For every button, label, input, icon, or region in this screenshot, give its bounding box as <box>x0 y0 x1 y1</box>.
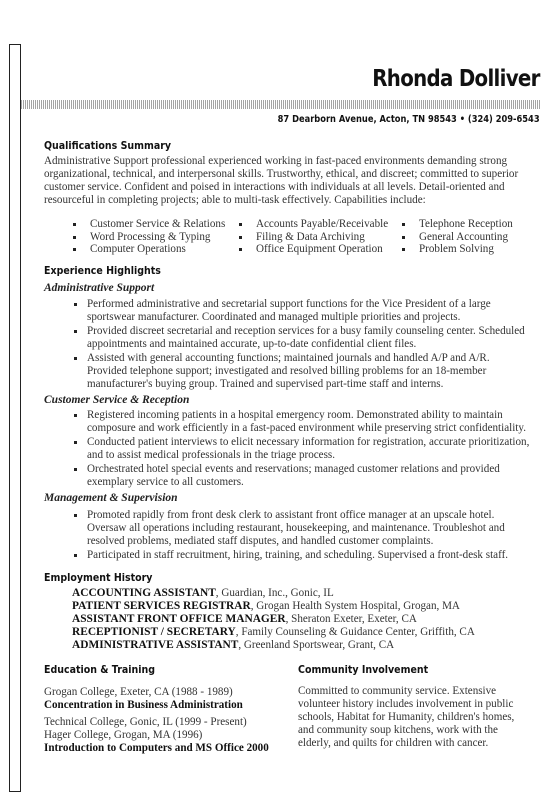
job-entry <box>72 600 460 612</box>
list-item: Promoted rapidly from front desk clerk to assistant front office manager at an upscale hotel. Oversaw all operations including restaurant, housekeeping, and maintenance. Troubleshot and resolved problems, mediated staff disputes, and handled customer complaints. <box>70 509 532 548</box>
job-entry <box>72 626 475 638</box>
job-title: PATIENT SERVICES REGISTRAR <box>72 600 251 612</box>
job-title: ASSISTANT FRONT OFFICE MANAGER <box>72 613 286 625</box>
list-item: Provided discreet secretarial and reception services for a busy family counseling center. Scheduled appointments and maintained accurate, up-to-date confidential client files. <box>70 325 532 351</box>
list-item: Assisted with general accounting functions; maintained journals and handled A/P and A/R. Provided telephone support; investigated and resolved billing problems for an 18-member manufacturer's buying group. Trained and supervised part-time staff and interns. <box>70 352 532 391</box>
education-line: Technical College, Gonic, IL (1999 - Present) <box>44 716 247 728</box>
community-paragraph: Committed to community service. Extensive volunteer history includes involvement in public schools, Habitat for Humanity, children's homes, and community soup kitchens, work with the elderly, and quilts for children with cancer. <box>298 685 515 749</box>
education-line: Introduction to Computers and MS Office 2000 <box>44 742 269 754</box>
header-divider <box>21 100 540 109</box>
qualifications-paragraph: Administrative Support professional experienced working in fast-paced environments demanding strong organizational, technical, and interpersonal skills. Trustworthy, ethical, and discreet; committed to superior customer service. Confident and poised in interactions with individuals at all levels. Detail-oriented and resourceful in completing projects; able to multi-task effectively. Capabilities include: <box>44 155 519 206</box>
job-detail: , Grogan Health System Hospital, Grogan, MA <box>250 600 460 612</box>
job-entry <box>72 639 394 651</box>
job-title: RECEPTIONIST / SECRETARY <box>72 626 236 638</box>
capability-item: Computer Operations <box>90 243 186 255</box>
community-heading: Community Involvement <box>298 663 429 676</box>
education-line: Grogan College, Exeter, CA (1988 - 1989) <box>44 686 233 698</box>
capability-item: Telephone Reception <box>419 218 513 230</box>
list-item: Conducted patient interviews to elicit necessary information for registration, accurate prioritization, and to assist medical professionals in the triage process. <box>70 436 532 462</box>
subsection-title: Management & Supervision <box>44 492 178 504</box>
job-detail: , Greenland Sportswear, Grant, CA <box>238 639 395 651</box>
capability-item: Accounts Payable/Receivable <box>256 218 389 230</box>
candidate-name: Rhonda Dolliver <box>372 66 540 92</box>
capability-item: Office Equipment Operation <box>256 243 383 255</box>
education-heading: Education & Training <box>44 663 155 676</box>
left-border-bar <box>9 44 21 792</box>
qualifications-heading: Qualifications Summary <box>44 139 172 152</box>
education-line: Concentration in Business Administration <box>44 699 243 711</box>
capability-item: General Accounting <box>419 231 509 243</box>
bullet-list <box>70 409 532 490</box>
capability-item: Problem Solving <box>419 243 494 255</box>
job-entry <box>72 613 417 625</box>
capability-item: Filing & Data Archiving <box>256 231 365 243</box>
job-detail: , Sheraton Exeter, Exeter, CA <box>285 613 417 625</box>
bullet-list <box>70 509 532 563</box>
education-line: Hager College, Grogan, MA (1996) <box>44 729 203 741</box>
list-item: Participated in staff recruitment, hiring, training, and scheduling. Supervised a front-desk staff. <box>70 549 532 562</box>
contact-info: 87 Dearborn Avenue, Acton, TN 98543 • (324) 209-6543 <box>278 114 540 125</box>
capability-item: Word Processing & Typing <box>90 231 211 243</box>
list-item: Registered incoming patients in a hospital emergency room. Demonstrated ability to maintain composure and work efficiently in a fast-paced environment while preserving strict confidentiality. <box>70 409 532 435</box>
employment-heading: Employment History <box>44 571 153 584</box>
list-item: Orchestrated hotel special events and reservations; managed customer relations and provided exemplary service to all customers. <box>70 463 532 489</box>
job-detail: , Family Counseling & Guidance Center, Griffith, CA <box>235 626 475 638</box>
experience-heading: Experience Highlights <box>44 264 161 277</box>
job-title: ADMINISTRATIVE ASSISTANT <box>72 639 239 651</box>
subsection-title: Administrative Support <box>44 282 155 294</box>
bullet-list <box>70 298 532 392</box>
job-entry <box>72 587 334 599</box>
subsection-title: Customer Service & Reception <box>44 394 190 406</box>
job-title: ACCOUNTING ASSISTANT <box>72 587 216 599</box>
capability-item: Customer Service & Relations <box>90 218 226 230</box>
list-item: Performed administrative and secretarial support functions for the Vice President of a large sportswear manufacturer. Coordinated and managed multiple priorities and projects. <box>70 298 532 324</box>
job-detail: , Guardian, Inc., Gonic, IL <box>215 587 334 599</box>
